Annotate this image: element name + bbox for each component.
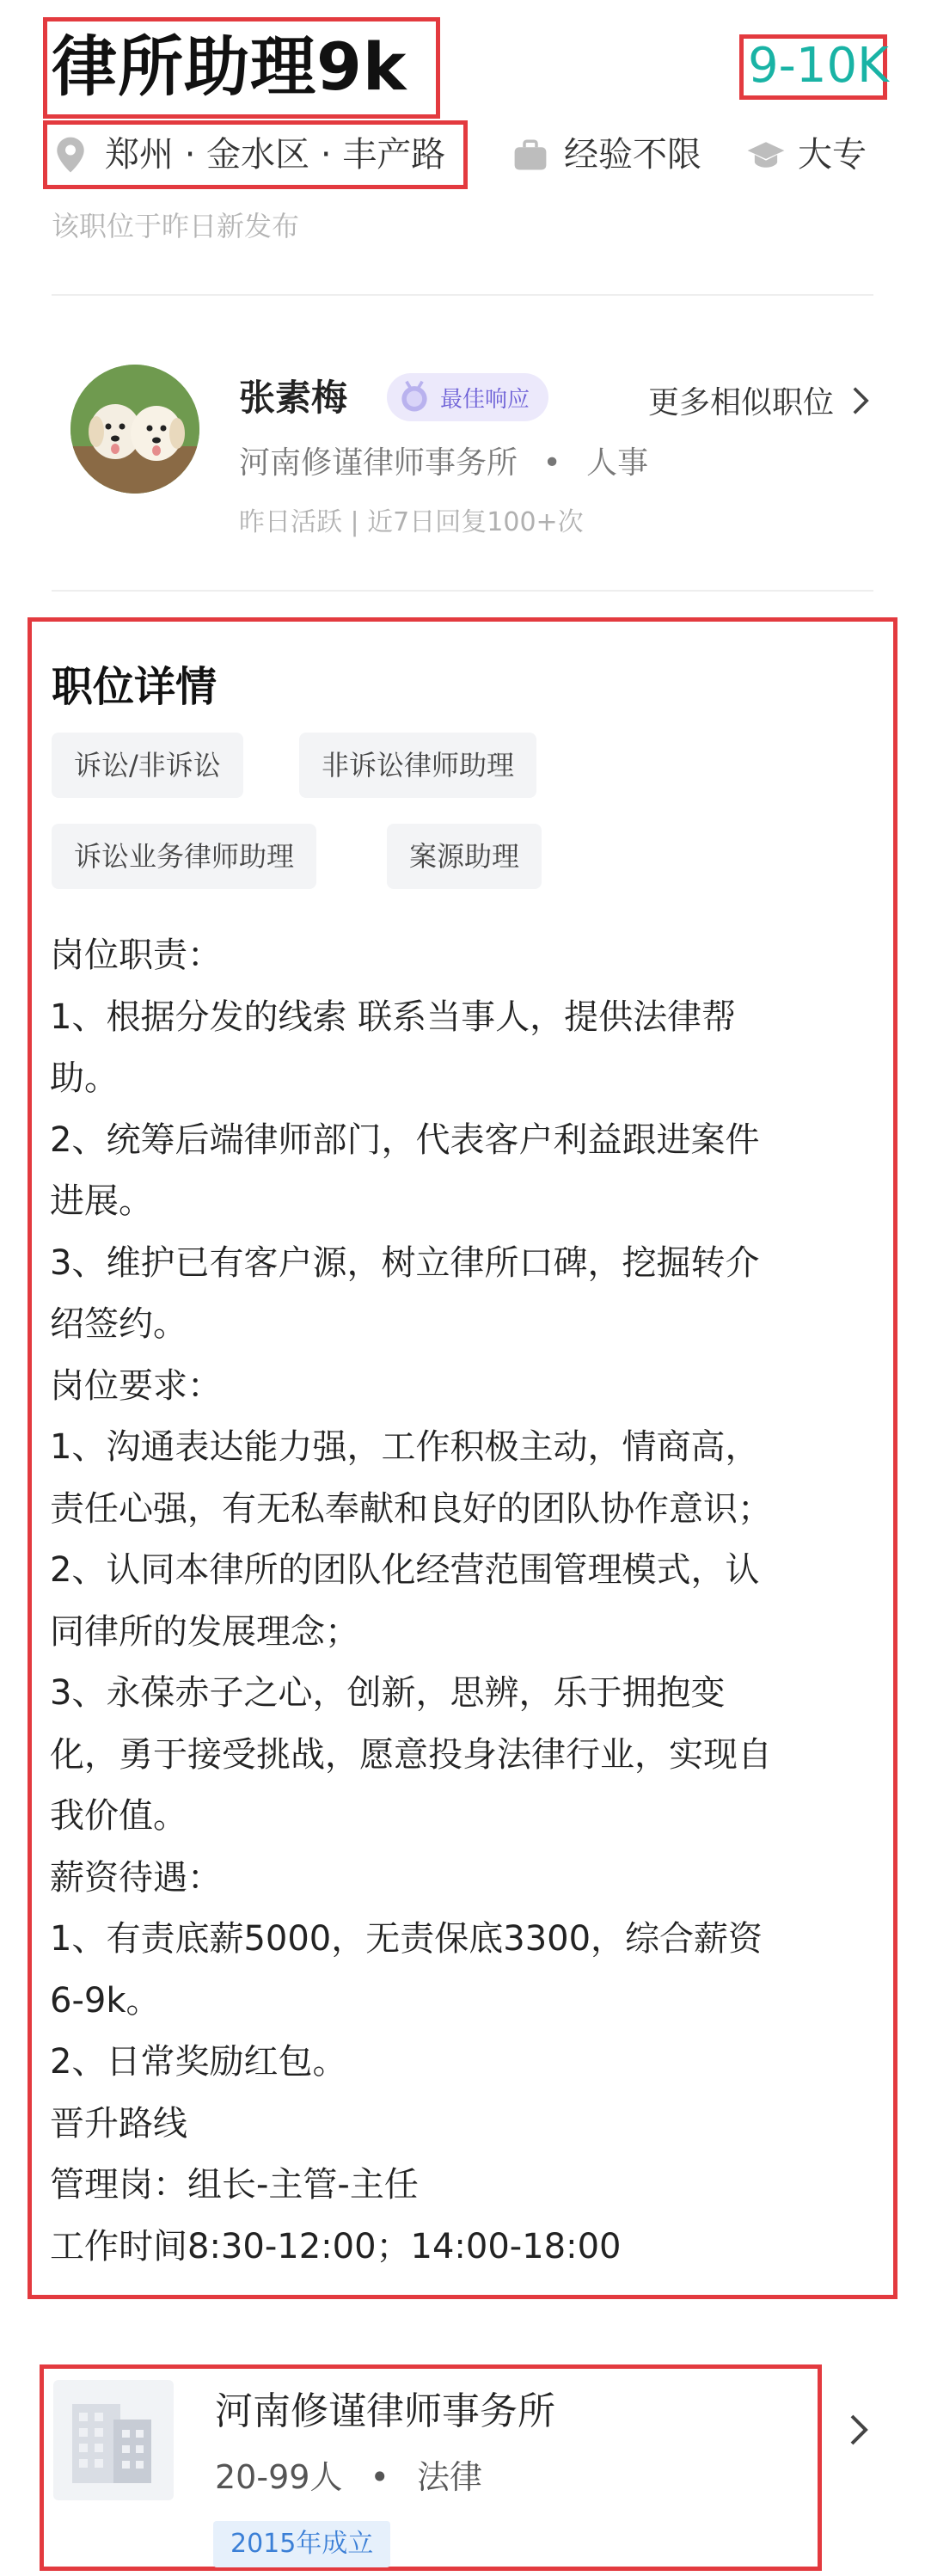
desc-line: 管理岗：组长-主管-主任	[50, 2165, 419, 2205]
divider	[52, 590, 873, 592]
recruiter-role: 人事	[586, 445, 649, 481]
desc-line: 1、根据分发的线索 联系当事人，提供法律帮	[50, 997, 737, 1037]
tag-litigation-assistant: 诉讼业务律师助理	[52, 824, 316, 889]
recruiter-firm	[239, 439, 648, 482]
building-icon	[53, 2380, 174, 2500]
tag-case-source-assistant: 案源助理	[387, 824, 542, 889]
chevron-right-icon	[848, 385, 873, 416]
company-name[interactable]: 河南修谨律师事务所	[215, 2389, 555, 2433]
desc-line: 同律所的发展理念；	[50, 1611, 359, 1652]
desc-line: 1、有责底薪5000，无责保底3300，综合薪资	[50, 1919, 763, 1959]
separator-dot: •	[370, 2458, 389, 2496]
divider	[52, 294, 873, 296]
desc-line: 岗位职责：	[50, 935, 222, 975]
desc-line: 责任心强，有无私奉献和良好的团队协作意识；	[50, 1488, 772, 1529]
tag-litigation: 诉讼/非诉讼	[52, 733, 243, 798]
job-title: 律所助理9k	[52, 28, 407, 105]
company-arrow[interactable]	[846, 2413, 872, 2450]
briefcase-icon	[512, 138, 548, 172]
desc-line: 晋升路线	[50, 2103, 187, 2144]
company-logo[interactable]	[53, 2380, 174, 2500]
location	[53, 129, 445, 181]
education	[746, 129, 867, 181]
company-industry: 法律	[417, 2458, 483, 2496]
posted-note: 该职位于昨日新发布	[52, 210, 300, 242]
salary: 9-10K	[748, 38, 889, 94]
more-similar-jobs-link[interactable]	[648, 378, 873, 422]
desc-line: 薪资待遇：	[50, 1857, 222, 1898]
separator-dot: •	[542, 445, 561, 481]
desc-line: 进展。	[50, 1181, 153, 1221]
badge-label: 最佳响应	[440, 386, 530, 413]
desc-line: 我价值。	[50, 1796, 187, 1836]
desc-line: 2、统筹后端律师部门，代表客户利益跟进案件	[50, 1119, 760, 1160]
tag-non-litigation-assistant: 非诉讼律师助理	[299, 733, 536, 798]
chevron-right-icon	[846, 2413, 872, 2447]
location-pin-icon	[53, 136, 88, 174]
job-description	[50, 925, 884, 2278]
desc-line: 3、永葆赤子之心，创新，思辨，乐于拥抱变	[50, 1673, 726, 1713]
desc-line: 绍签约。	[50, 1304, 187, 1344]
desc-line: 1、沟通表达能力强，工作积极主动，情商高，	[50, 1427, 760, 1467]
desc-line: 工作时间8:30-12:00；14:00-18:00	[50, 2226, 622, 2266]
company-info	[215, 2450, 482, 2498]
more-link-label: 更多相似职位	[647, 385, 834, 420]
firm-name: 河南修谨律师事务所	[239, 445, 518, 481]
company-size: 20-99人	[215, 2458, 343, 2496]
experience	[512, 129, 701, 181]
education-text: 大专	[798, 135, 867, 175]
experience-text: 经验不限	[564, 135, 701, 175]
avatar[interactable]	[70, 365, 199, 494]
desc-line: 2、认同本律所的团队化经营范围管理模式，认	[50, 1550, 760, 1590]
desc-line: 岗位要求：	[50, 1365, 222, 1406]
founded-badge: 2015年成立	[213, 2521, 390, 2567]
section-title-job-details: 职位详情	[52, 663, 217, 711]
desc-line: 3、维护已有客户源，树立律所口碑，挖掘转介	[50, 1242, 760, 1283]
graduation-cap-icon	[746, 138, 786, 172]
recruiter-name: 张素梅	[239, 377, 348, 419]
desc-line: 6-9k。	[50, 1980, 161, 2021]
avatar-dogs-image	[70, 365, 199, 494]
location-text: 郑州 · 金水区 · 丰产路	[105, 135, 446, 175]
desc-line: 助。	[50, 1058, 119, 1098]
desc-line: 2、日常奖励红包。	[50, 2042, 347, 2082]
medal-icon	[395, 378, 433, 416]
desc-line: 化，勇于接受挑战，愿意投身法律行业，实现自	[50, 1734, 772, 1775]
recruiter-activity: 昨日活跃 | 近7日回复100+次	[239, 507, 584, 537]
best-response-badge	[387, 373, 548, 421]
